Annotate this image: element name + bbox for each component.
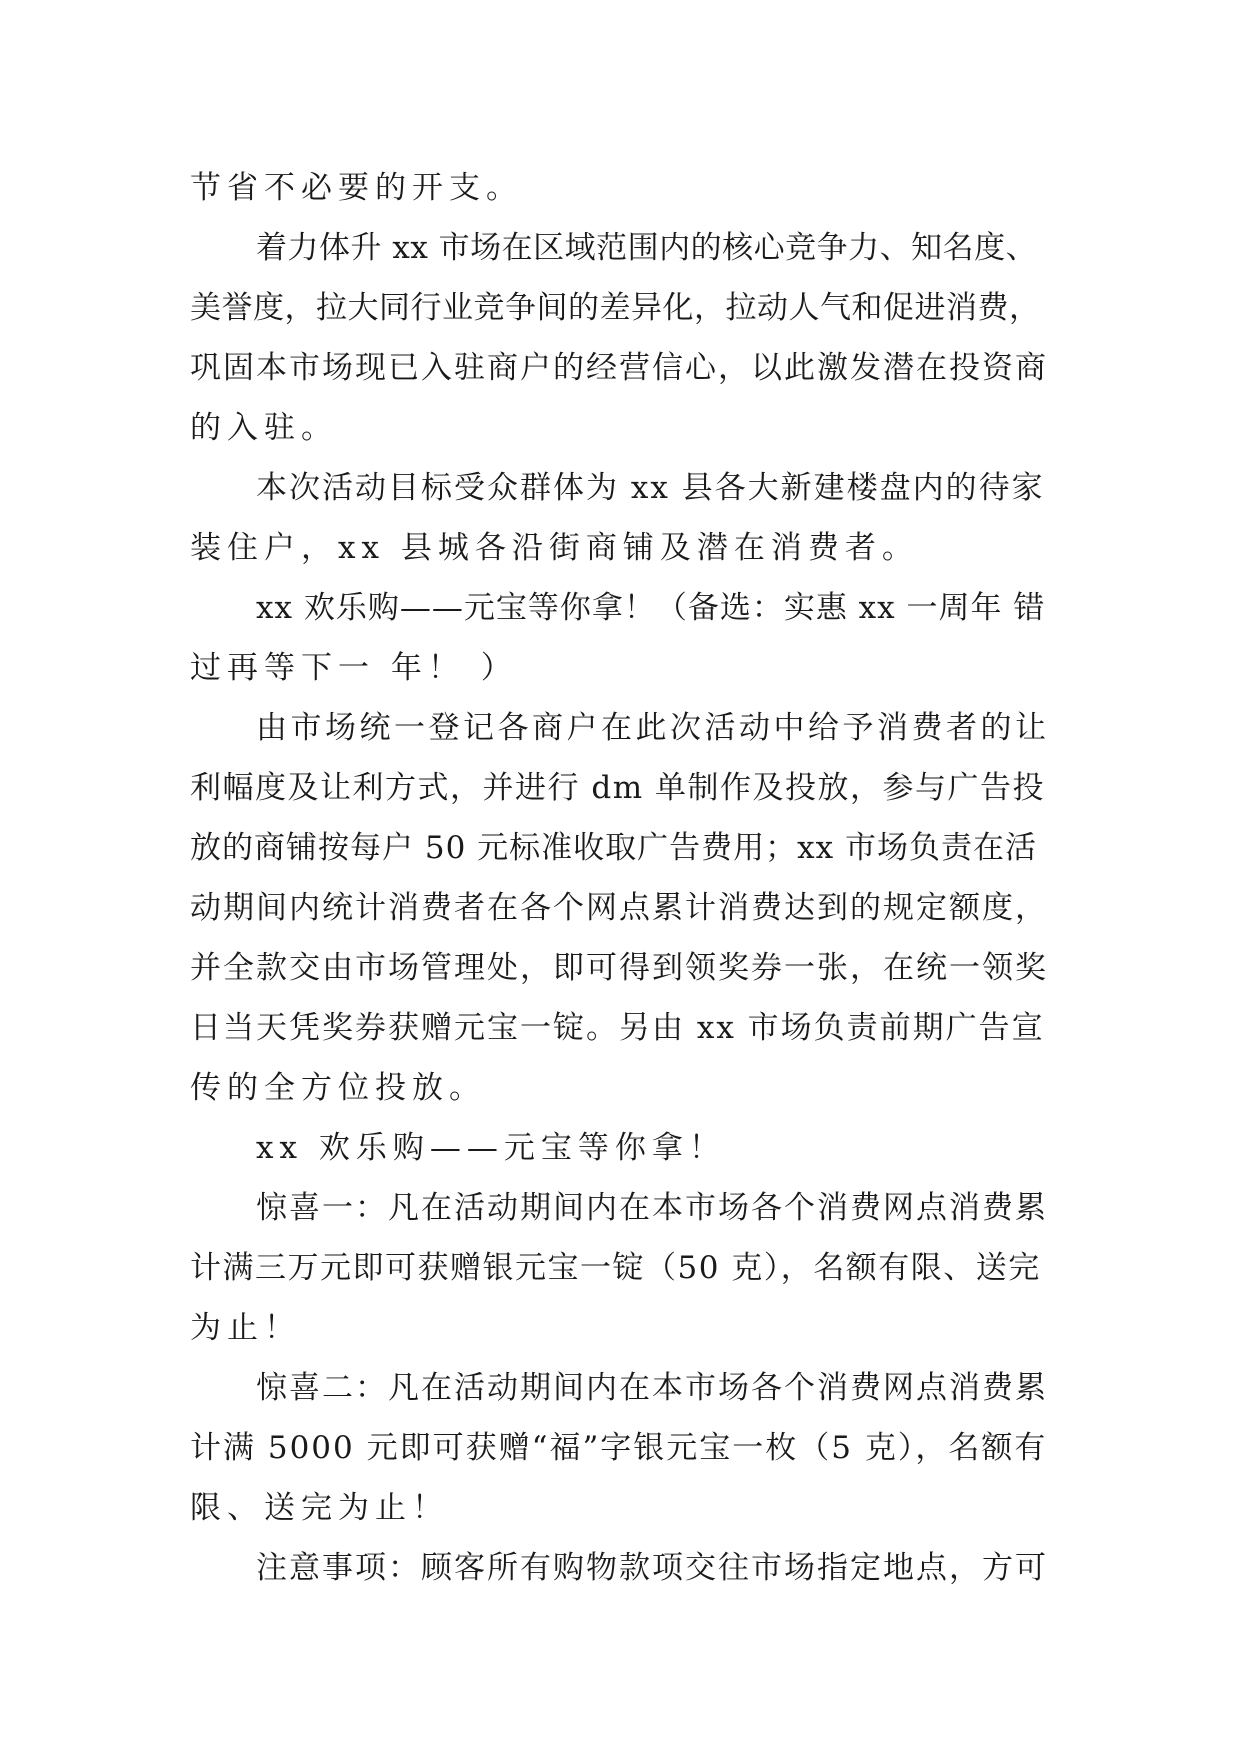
text-line: 惊喜二：凡在活动期间内在本市场各个消费网点消费累 [256, 1370, 1048, 1406]
text-line: 装住户，xx 县城各沿街商铺及潜在消费者。 [190, 530, 919, 566]
text-line: 放的商铺按每户 50 元标准收取广告费用；xx 市场负责在活 [190, 830, 1037, 866]
text-line: 的入驻。 [190, 410, 338, 446]
text-line: 巩固本市场现已入驻商户的经营信心，以此激发潜在投资商 [190, 350, 1048, 386]
text-line: 节省不必要的开支。 [190, 170, 523, 206]
text-line: 过再等下一 年！ ） [190, 650, 518, 686]
text-line: 为止！ [190, 1310, 301, 1346]
text-line: 本次活动目标受众群体为 xx 县各大新建楼盘内的待家 [256, 470, 1045, 506]
text-line: 计满 5000 元即可获赠“福”字银元宝一枚（5 克），名额有 [190, 1430, 1048, 1466]
text-line: xx 欢乐购——元宝等你拿！（备选：实惠 xx 一周年 错 [256, 590, 1046, 626]
text-line: xx 欢乐购——元宝等你拿！ [256, 1130, 726, 1166]
text-line: 着力体升 xx 市场在区域范围内的核心竞争力、知名度、 [256, 230, 1038, 266]
text-line: 美誉度，拉大同行业竞争间的差异化，拉动人气和促进消费， [190, 290, 1041, 326]
text-line: 并全款交由市场管理处，即可得到领奖券一张，在统一领奖 [190, 950, 1048, 986]
text-line: 惊喜一：凡在活动期间内在本市场各个消费网点消费累 [256, 1190, 1048, 1226]
text-line: 日当天凭奖券获赠元宝一锭。另由 xx 市场负责前期广告宣 [190, 1010, 1045, 1046]
text-line: 由市场统一登记各商户在此次活动中给予消费者的让 [256, 710, 1050, 746]
text-line: 利幅度及让利方式，并进行 dm 单制作及投放，参与广告投 [190, 770, 1045, 806]
text-line: 传的全方位投放。 [190, 1070, 486, 1106]
text-line: 动期间内统计消费者在各个网点累计消费达到的规定额度， [190, 890, 1048, 926]
text-line: 注意事项：顾客所有购物款项交往市场指定地点，方可 [256, 1550, 1048, 1586]
text-line: 计满三万元即可获赠银元宝一锭（50 克），名额有限、送完 [190, 1250, 1041, 1286]
text-line: 限、送完为止！ [190, 1490, 449, 1526]
document-body [190, 158, 1050, 1598]
